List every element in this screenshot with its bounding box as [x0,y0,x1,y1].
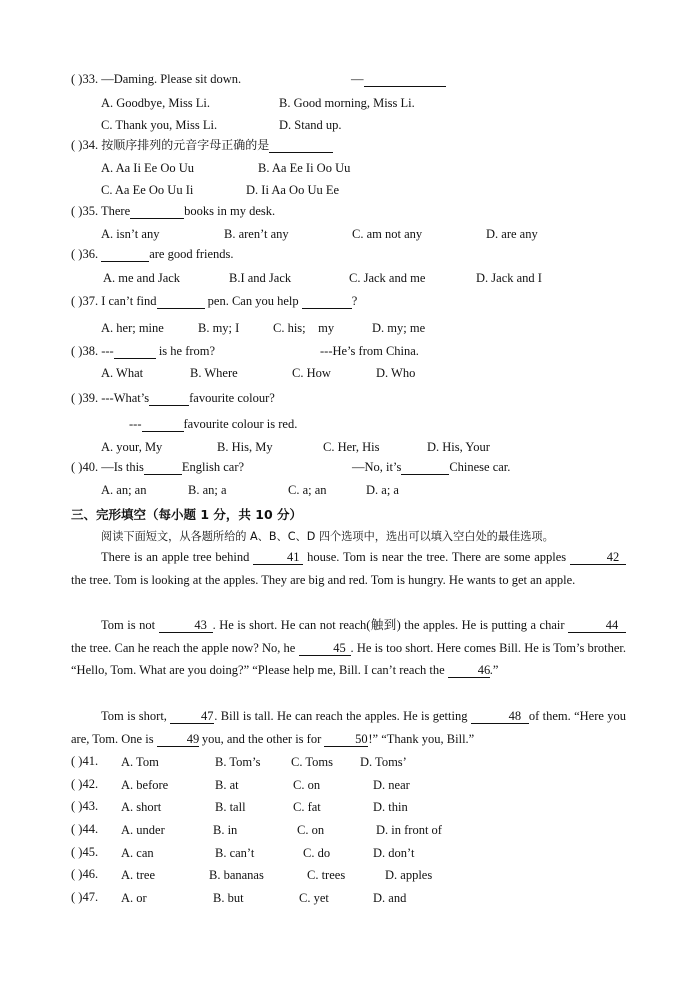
passage-paragraph-3: Tom is short, 47. Bill is tall. He can reach the apples. He is getting 48 of them. “Here you are, Tom. One is 49 you, and the other is for 50!” “Thank you, Bill.” [71,709,627,746]
option-a: A. Aa Ii Ee Oo Uu [101,161,195,175]
question-stem: 按顺序排列的元音字母正确的是 [101,138,270,152]
option-a: A. her; mine [101,321,164,335]
option-d: D. thin [373,800,408,814]
option-d: D. in front of [376,823,442,837]
option-c: C. How [292,366,331,380]
passage-paragraph-1: There is an apple tree behind 41 house. Tom is near the tree. There are some apples 42the tree. Tom is looking at the apples. They are big and red. Tom is hungry. He wants to get an apple. [71,546,626,591]
option-a: A. before [121,778,169,792]
option-c: C. Jack and me [349,271,426,285]
cloze-blank: 50 [324,732,368,747]
option-b: B. His, My [217,440,273,454]
option-b: B. an; a [188,483,227,497]
question-39-reply: --- favourite colour is red. [129,417,298,431]
option-a: A. short [121,800,162,814]
answer-blank [142,417,184,432]
option-d: D. near [373,778,410,792]
option-a: A. Tom [121,755,159,769]
answer-blank [130,204,184,219]
option-d: D. Ii Aa Oo Uu Ee [246,183,340,197]
option-c: C. on [297,823,325,837]
option-b: B. Where [190,366,238,380]
answer-blank [149,391,189,406]
answer-blank [401,460,449,475]
question-35: ( )35. There books in my desk. [71,204,276,218]
exam-page: ( )33. —Daming. Please sit down. — A. Goodbye, Miss Li. B. Good morning, Miss Li. C. Thank you, Miss Li. D. Stand up. ( )34. 按顺序排列的元音字母正确的是 A. Aa Ii Ee Oo Uu B. Aa Ee Ii Oo Uu C. Aa Ee Oo Uu Ii D. Ii Aa Oo Uu Ee ( )35. There books in my desk. A. isn’t any B. aren’t any C. am not any D. are any ( )36. are good friends. A. me and Jack B.I and Jack C. Jack and me D. Jack and I ( )37. I can’t find pen. Can you help ? A. her; mine B. my; I C. his; my D. my; me ( )38. --- is he from? ---He’s from China. A. What B. Where C. How D. Who ( )39. ---What’s favourite colour? --- favourite colour is red. A. your, My B. His, My C. Her, His D. His, Your ( )40. —Is this English car? —No, it’s Chinese car. A. an; an B. an; a C. a; an D. a; a 三、完形填空（每小题 1 分，共 10 分） 阅读下面短文，从各题所给的 A、B、C、D 四个选项中，选出可以填入空白处的最佳选项。 There is an apple tree behind 41 house. Tom is near the tree. There are some apples 42the tree. Tom is looking at the apples. They are big and red. Tom is hungry. He wants to get an apple. Tom is not 43 . He is short. He can not reach(触到) the apples. He is putting a chair 44 the tree. Can he reach the apple now? No, he 45 . He is too short. Here comes Bill. He is Tom’s brother. “Hello, Tom. What are you doing?” “Please help me, Bill. I can’t reach the 46.” Tom is short, 47. Bill is tall. He can reach the apples. He is getting 48 of them. “Here you are, Tom. One is 49 you, and the other is for 50!” “Thank you, Bill.” ( )41. A. Tom B. Tom’s C. Toms D. Toms’ ( )42. A. before B. at C. on D. near ( )43. A. short B. tall C. fat D. thin ( )44. A. under B. in C. on D. in front of ( )45. A. can B. can’t C. do D. don’t ( )46. A. tree B. bananas C. trees D. apples ( )47. A. or B. but C. yet D. and [71,72,627,905]
question-39: ( )39. ---What’s favourite colour? [71,391,275,405]
answer-blank [101,247,149,262]
answer-blank [157,294,205,309]
cloze-blank: 43 [159,618,213,633]
option-d: D. my; me [372,321,426,335]
option-a: A. tree [121,868,156,882]
option-c: C. Aa Ee Oo Uu Ii [101,183,194,197]
option-c: C. Toms [291,755,333,769]
option-d: D. a; a [366,483,399,497]
cloze-blank: 45 [299,641,351,656]
option-b: B. Tom’s [215,755,261,769]
option-b: B. my; I [198,321,240,335]
question-37: ( )37. I can’t find pen. Can you help ? [71,294,358,308]
option-a: A. me and Jack [103,271,181,285]
option-c: C. do [303,846,331,860]
option-c: C. on [293,778,321,792]
option-d: D. are any [486,227,538,241]
section-instruction: 阅读下面短文，从各题所给的 A、B、C、D 四个选项中，选出可以填入空白处的最佳选项。 [101,530,554,543]
option-a: A. an; an [101,483,147,497]
cloze-blank: 41 [253,550,303,565]
option-a: A. What [101,366,144,380]
q33-reply: — [351,71,446,87]
option-b: B. Aa Ee Ii Oo Uu [258,161,351,175]
q40-reply: —No, it’s Chinese car. [352,460,511,474]
question-38: ( )38. --- is he from? [71,344,216,358]
option-d: D. Jack and I [476,271,542,285]
cloze-blank: 49 [157,732,199,747]
option-b: B. in [213,823,238,837]
option-b: B. Good morning, Miss Li. [279,96,415,110]
option-d: D. Toms’ [360,755,407,769]
question-33: ( )33. —Daming. Please sit down. [71,72,242,86]
option-c: C. a; an [288,483,327,497]
answer-blank [269,138,333,153]
option-a: A. isn’t any [101,227,160,241]
option-a: A. or [121,891,147,905]
option-d: D. Who [376,366,416,380]
option-c: C. his; my [273,321,335,335]
option-a: A. Goodbye, Miss Li. [101,96,211,110]
option-b: B. but [213,891,244,905]
option-b: B. aren’t any [224,227,289,241]
option-c: C. Thank you, Miss Li. [101,118,218,132]
cloze-blank: 44 [568,618,626,633]
cloze-blank: 46 [448,663,490,678]
option-b: B. at [215,778,239,792]
option-b: B.I and Jack [229,271,292,285]
option-b: B. bananas [209,868,264,882]
question-36: ( )36. are good friends. [71,247,234,261]
option-b: B. can’t [215,846,255,860]
option-c: C. Her, His [323,440,380,454]
option-c: C. am not any [352,227,423,241]
option-c: C. yet [299,891,329,905]
option-a: A. can [121,846,154,860]
question-40: ( )40. —Is this English car? [71,460,245,474]
cloze-blank: 47 [170,709,214,724]
answer-blank [114,344,156,359]
cloze-blank: 48 [471,709,529,724]
question-34: ( )34. 按顺序排列的元音字母正确的是 [71,137,333,153]
answer-blank [364,72,446,87]
option-d: D. and [373,891,407,905]
option-a: A. your, My [101,440,163,454]
section-title: 三、完形填空（每小题 1 分，共 10 分） [71,507,303,522]
option-b: B. tall [215,800,246,814]
option-d: D. Stand up. [279,118,342,132]
answer-blank [144,460,182,475]
passage-paragraph-2: Tom is not 43 . He is short. He can not reach(触到) the apples. He is putting a chair 44 the tree. Can he reach the apple now? No, he 45 . He is too short. Here comes Bill. He is Tom’s brother. “Hello, Tom. What are you doing?” “Please help me, Bill. I can’t reach the 46.” [71,618,627,677]
answer-blank [302,294,352,309]
option-c: C. trees [307,868,346,882]
option-d: D. don’t [373,846,415,860]
cloze-blank: 42 [570,550,626,565]
option-d: D. His, Your [427,440,490,454]
q38-reply: ---He’s from China. [320,344,419,358]
option-a: A. under [121,823,165,837]
option-c: C. fat [293,800,321,814]
option-d: D. apples [385,868,433,882]
question-stem: —Daming. Please sit down. [101,72,242,86]
